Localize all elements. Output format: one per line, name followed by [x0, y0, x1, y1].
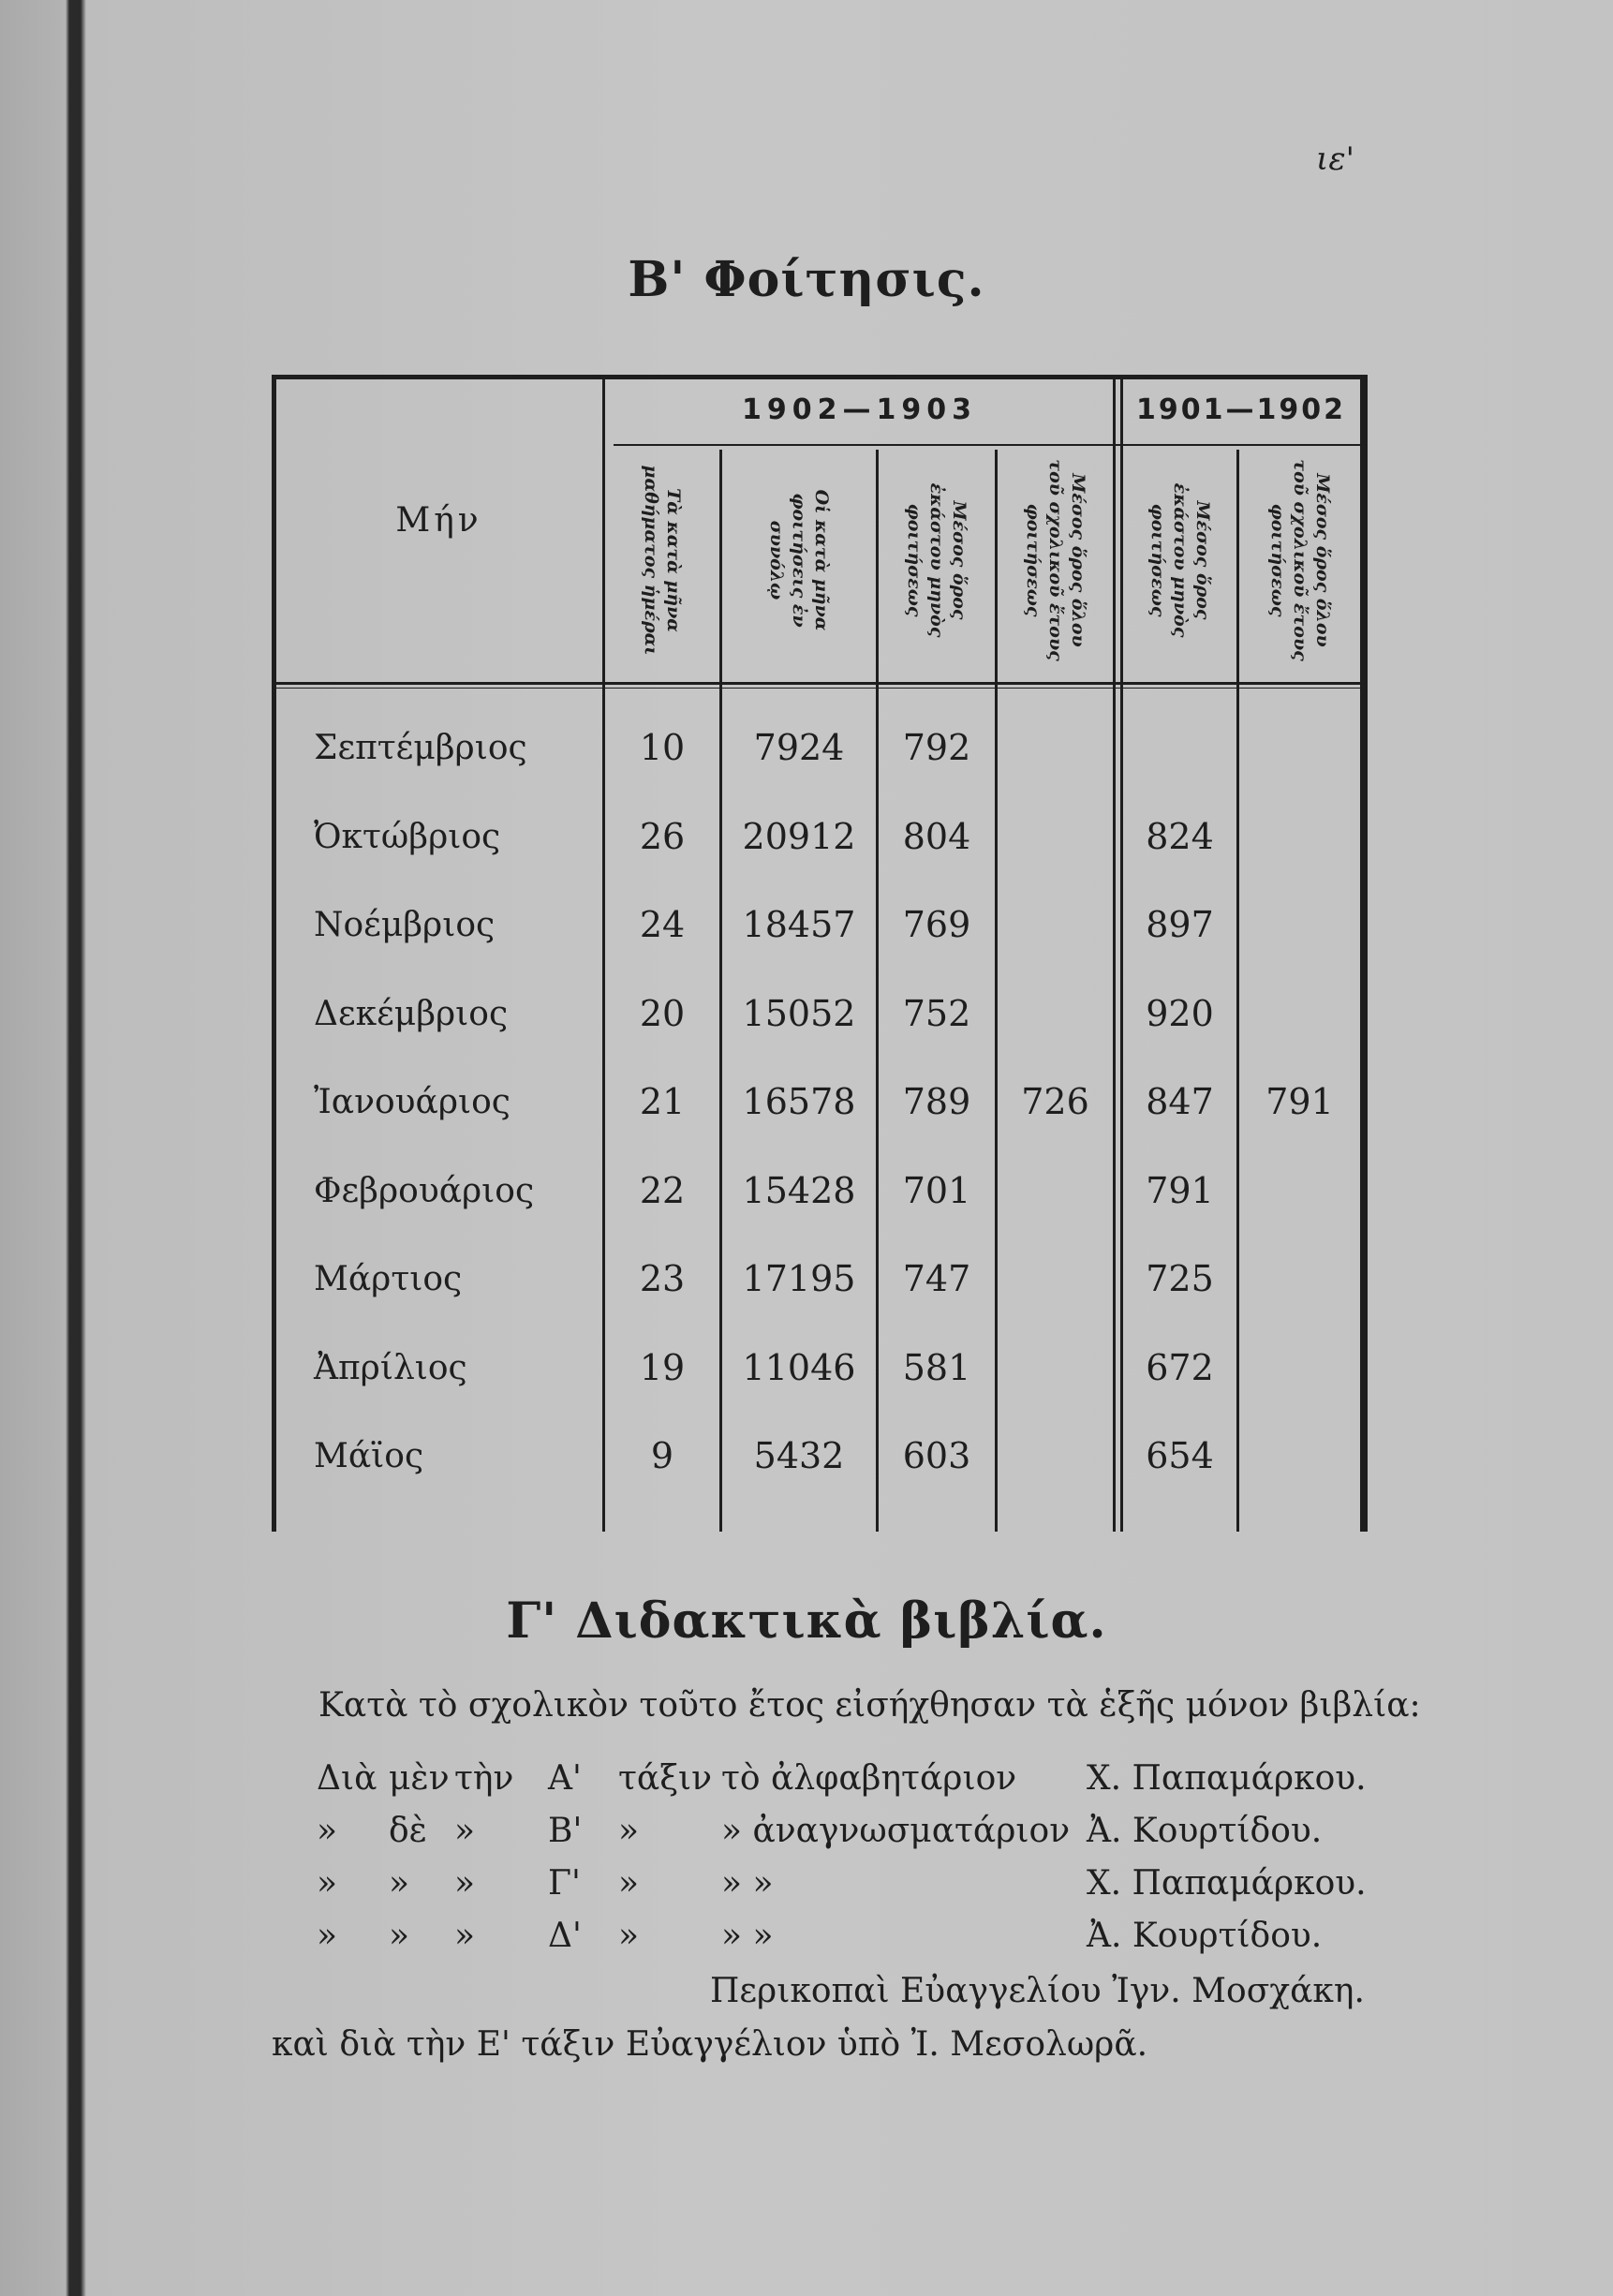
cell-avg: 701 [902, 1169, 971, 1211]
month-label: Μάϊος [314, 1437, 424, 1475]
final-line: καὶ διὰ τὴν Ε' τάξιν Εὐαγγέλιον ὑπὸ Ἰ. Μεσολωρᾶ. [272, 2025, 1148, 2064]
month-column-header: Μήν [395, 501, 482, 540]
col-line-5a [1113, 375, 1116, 1532]
book-w2: μὲν [389, 1759, 450, 1798]
cell-days: 23 [639, 1258, 686, 1299]
book-w1: » [317, 1917, 338, 1955]
cell-prev-year-avg: 791 [1265, 1081, 1334, 1122]
header-cell-total [722, 448, 876, 673]
book-w1: Διὰ [317, 1759, 377, 1798]
book-book: » » [721, 1864, 774, 1903]
month-label: Μάρτιος [314, 1260, 463, 1298]
table-left-border [272, 375, 276, 1532]
cell-days: 10 [639, 727, 686, 768]
cell-year-avg: 726 [1021, 1081, 1089, 1122]
books-intro: Κατὰ τὸ σχολικὸν τοῦτο ἔτος εἰσήχθησαν τὰ ἑξῆς μόνον βιβλία: [318, 1686, 1421, 1725]
cell-avg: 752 [902, 992, 971, 1034]
book-cls: Δ' [548, 1917, 582, 1955]
book-w3: τὴν [454, 1759, 514, 1798]
month-label: Ἰανουάριος [314, 1083, 511, 1121]
cell-total: 15428 [742, 1169, 856, 1211]
cell-avg: 747 [902, 1258, 971, 1299]
book-author: Ἀ. Κουρτίδου. [1087, 1917, 1323, 1955]
cell-prev-avg: 920 [1146, 992, 1214, 1034]
cell-prev-avg: 824 [1146, 815, 1214, 857]
book-w2: » [389, 1917, 410, 1955]
book-w1: » [317, 1812, 338, 1850]
book-w5: » [618, 1917, 640, 1955]
cell-days: 20 [639, 992, 686, 1034]
cell-total: 7924 [753, 727, 845, 768]
cell-total: 5432 [753, 1435, 845, 1476]
month-label: Σεπτέμβριος [314, 729, 527, 767]
book-author: Χ. Παπαμάρκου. [1087, 1759, 1367, 1798]
month-label: Ἀπρίλιος [314, 1348, 467, 1387]
cell-prev-avg: 897 [1146, 904, 1214, 945]
cell-prev-avg: 654 [1146, 1435, 1214, 1476]
book-author: Χ. Παπαμάρκου. [1087, 1864, 1367, 1903]
header-total: Οἱ κατὰ μῆνα φοιτήσεις ἐν συνόλῳ [766, 489, 832, 631]
cell-avg: 769 [902, 904, 971, 945]
section-b-title: Β' Φοίτησις. [628, 251, 985, 308]
header-year-avg: Μέσος ὅρος ὅλου τοῦ σχολικοῦ ἔτους φοιτήσεως [1022, 459, 1088, 661]
year-header-1902-1903: 1902—1903 [742, 393, 977, 426]
book-w5: τάξιν [618, 1759, 713, 1798]
header-cell-year-avg [998, 448, 1113, 673]
cell-days: 22 [639, 1169, 686, 1211]
cell-prev-avg: 791 [1146, 1169, 1214, 1211]
cell-avg: 792 [902, 727, 971, 768]
year-header-1901-1902: 1901—1902 [1136, 393, 1346, 426]
cell-avg: 603 [902, 1435, 971, 1476]
book-w5: » [618, 1864, 640, 1903]
cell-days: 24 [639, 904, 686, 945]
attendance-table [272, 375, 1368, 1532]
year-header-rule [614, 444, 1363, 446]
header-days: Τὰ κατὰ μῆνα μαθήματος ἡμέραι [641, 465, 684, 656]
book-w3: » [454, 1864, 476, 1903]
book-cls: Β' [548, 1812, 583, 1850]
cell-total: 11046 [742, 1346, 856, 1388]
month-label: Ὀκτώβριος [314, 817, 501, 856]
cell-days: 9 [650, 1435, 674, 1476]
header-cell-prev-monthly-avg [1123, 448, 1236, 673]
month-label: Νοέμβριος [314, 906, 496, 944]
header-prev-year-avg: Μέσος ὅρος ὅλου τοῦ σχολικοῦ ἔτους φοιτήσεως [1266, 459, 1333, 661]
cell-total: 17195 [742, 1258, 856, 1299]
table-top-border [272, 375, 1368, 379]
book-w2: δὲ [389, 1812, 427, 1850]
book-w3: » [454, 1917, 476, 1955]
cell-days: 19 [639, 1346, 686, 1388]
month-label: Φεβρουάριος [314, 1171, 535, 1210]
book-w2: » [389, 1864, 410, 1903]
section-g-title: Γ' Διδακτικὰ βιβλία. [506, 1592, 1107, 1650]
cell-total: 18457 [742, 904, 856, 945]
cell-avg: 804 [902, 815, 971, 857]
cell-total: 16578 [742, 1081, 856, 1122]
book-w3: » [454, 1812, 476, 1850]
table-right-border [1360, 375, 1368, 1532]
month-label: Δεκέμβριος [314, 994, 509, 1033]
header-bottom-rule [272, 682, 1368, 685]
cell-prev-avg: 672 [1146, 1346, 1214, 1388]
book-book: » » [721, 1917, 774, 1955]
cell-avg: 581 [902, 1346, 971, 1388]
book-book: » ἀναγνωσματάριον [721, 1812, 1071, 1850]
book-w5: » [618, 1812, 640, 1850]
book-cls: Γ' [548, 1864, 581, 1903]
cell-avg: 789 [902, 1081, 971, 1122]
book-cls: Α' [548, 1759, 582, 1798]
header-cell-monthly-avg [879, 448, 995, 673]
book-author: Ἀ. Κουρτίδου. [1087, 1812, 1323, 1850]
cell-prev-avg: 847 [1146, 1081, 1214, 1122]
book-book: τὸ ἀλφαβητάριον [721, 1759, 1017, 1798]
header-monthly-avg: Μέσος ὅρος ἐκάστου μηνὸς φοιτήσεως [904, 482, 969, 638]
header-cell-prev-year-avg [1239, 448, 1360, 673]
pericopae-line: Περικοπαὶ Εὐαγγελίου Ἰγν. Μοσχάκη. [710, 1972, 1365, 2010]
header-cell-days [605, 448, 719, 673]
header-bottom-rule-thin [272, 688, 1368, 689]
header-prev-monthly-avg: Μέσος ὅρος ἐκάστου μηνὸς φοιτήσεως [1147, 482, 1213, 638]
cell-prev-avg: 725 [1146, 1258, 1214, 1299]
cell-days: 21 [639, 1081, 686, 1122]
page-number: ιε' [1316, 141, 1354, 178]
cell-total: 20912 [742, 815, 856, 857]
cell-total: 15052 [742, 992, 856, 1034]
cell-days: 26 [639, 815, 686, 857]
book-spine-shadow [0, 0, 86, 2296]
book-w1: » [317, 1864, 338, 1903]
